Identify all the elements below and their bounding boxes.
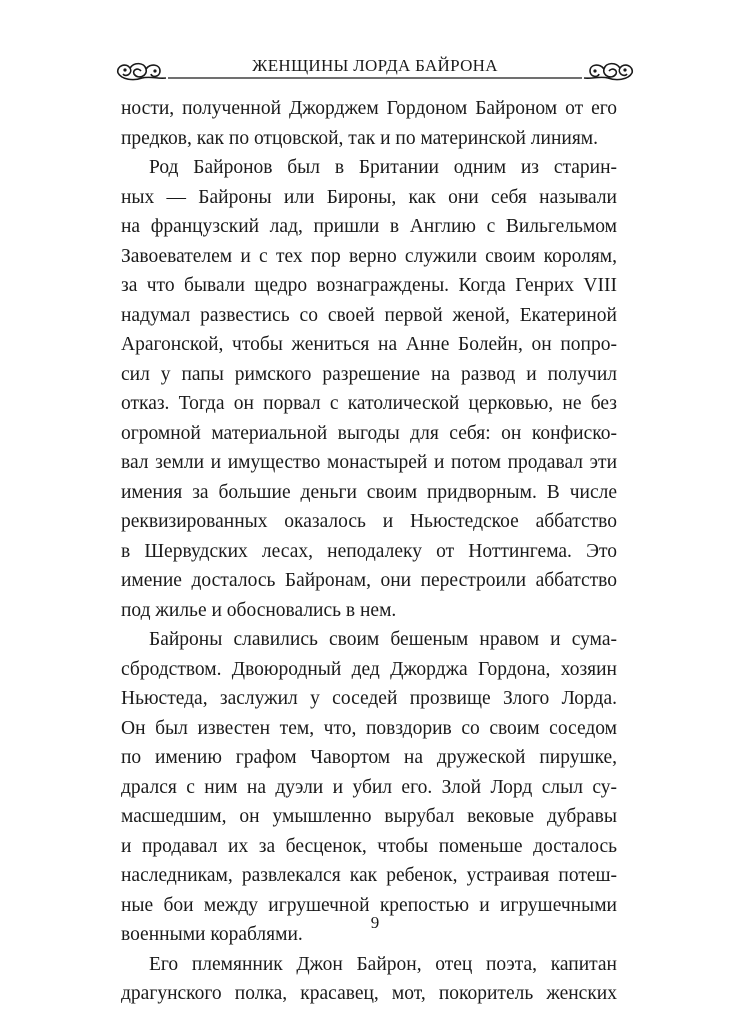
text-line: Завоевателем и с тех пор верно служили своим королям, xyxy=(121,245,617,267)
text-line: в Шервудских лесах, неподалеку от Ноттингема. Это xyxy=(121,540,617,562)
text-line: под жилье и обосновались в нем. xyxy=(121,599,397,621)
text-line: ных — Байроны или Бироны, как они себя называли xyxy=(121,186,617,208)
text-line: сбродством. Двоюродный дед Джорджа Гордона, хозяин xyxy=(121,658,617,680)
text-line: огромной материальной выгоды для себя: он конфиско- xyxy=(121,422,617,444)
text-line: отказ. Тогда он порвал с католической церковью, не без xyxy=(121,393,617,414)
text-line: драгунского полка, красавец, мот, покоритель женских xyxy=(121,983,617,1004)
text-line: Ньюстеда, заслужил у соседей прозвище Злого Лорда. xyxy=(121,688,617,709)
text-line: масшедшим, он умышленно вырубал вековые дубравы xyxy=(121,806,617,827)
running-header xyxy=(112,48,638,88)
text-line: ности, полученной Джорджем Гордоном Байроном от его xyxy=(121,98,617,119)
text-line: Байроны славились своим бешеным нравом и сума- xyxy=(149,629,617,650)
text-line: реквизированных оказалось и Ньюстедское аббатство xyxy=(121,511,617,532)
header-title: ЖЕНЩИНЫ ЛОРДА БАЙРОНА xyxy=(252,56,498,75)
text-line: вал земли и имущество монастырей и потом продавал эти xyxy=(121,452,617,473)
text-line: наследникам, развлекался как ребенок, устраивая потеш- xyxy=(121,865,617,886)
text-line: Его племянник Джон Байрон, отец поэта, капитан xyxy=(149,953,617,975)
text-line: военными кораблями. xyxy=(121,924,303,945)
paragraph xyxy=(121,94,617,153)
text-line: Род Байронов был в Британии одним из старин- xyxy=(149,157,617,178)
body-text xyxy=(121,94,617,1009)
text-line: на французский лад, пришли в Англию с Вильгельмом xyxy=(121,216,617,237)
text-line: дрался с ним на дуэли и убил его. Злой Лорд слыл су- xyxy=(121,776,617,798)
text-line: и продавал их за бесценок, чтобы поменьше досталось xyxy=(121,835,617,857)
text-line: сил у папы римского разрешение на развод и получил xyxy=(121,363,617,385)
text-line: по имению графом Чавортом на дружеской пирушке, xyxy=(121,747,617,768)
text-line: за что бывали щедро вознаграждены. Когда Генрих VIII xyxy=(121,275,617,296)
paragraph xyxy=(121,625,617,950)
text-line: Он был известен тем, что, повздорив со своим соседом xyxy=(121,717,617,739)
text-line: имения за большие деньги своим придворным. В числе xyxy=(121,481,617,503)
paragraph xyxy=(121,153,617,625)
text-line: предков, как по отцовской, так и по материнской линиям. xyxy=(121,127,599,149)
text-line: имение досталось Байронам, они перестроили аббатство xyxy=(121,570,617,591)
text-line: надумал развестись со своей первой женой, Екатериной xyxy=(121,304,617,326)
page-number: 9 xyxy=(370,913,380,932)
text-line: Арагонской, чтобы жениться на Анне Болейн, он попро- xyxy=(121,334,617,355)
text-line: ные бои между игрушечной крепостью и игрушечными xyxy=(121,894,617,916)
